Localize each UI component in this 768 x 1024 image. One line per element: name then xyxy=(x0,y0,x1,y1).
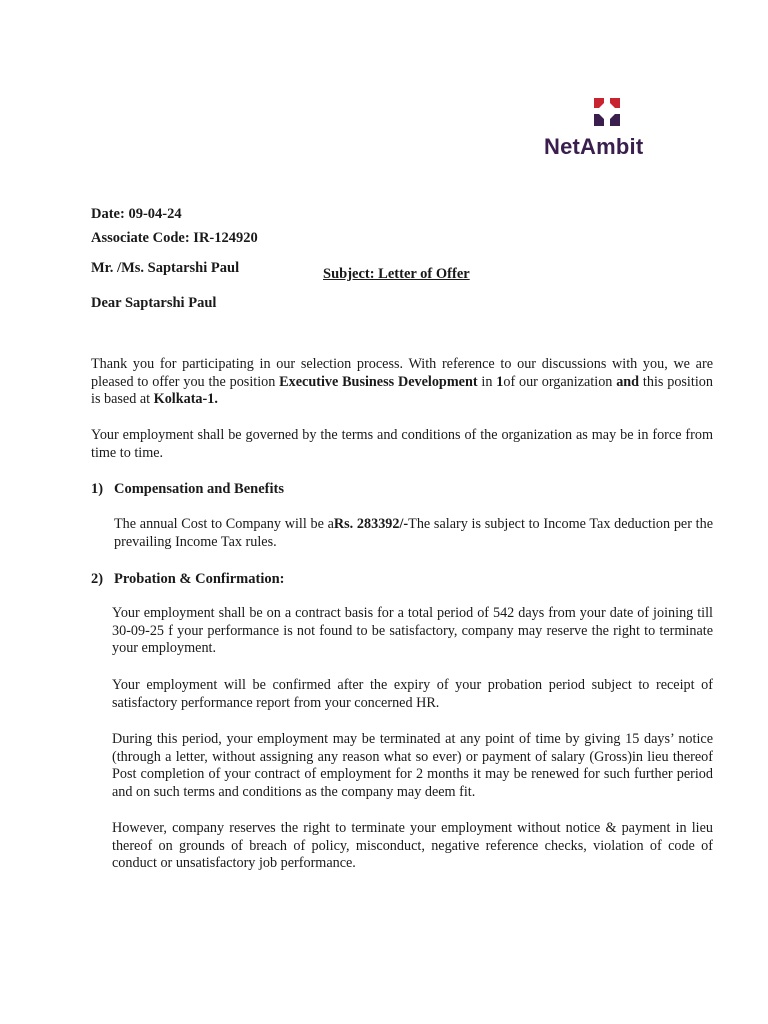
intro-and: and xyxy=(616,373,640,390)
work-location: Kolkata-1. xyxy=(153,391,218,407)
termination-rights-paragraph: However, company reserves the right to terminate your employment without notice & payment in lieu thereof on grounds of breach of policy, misconduct, negative reference checks, violation of code of conduct or unsatisfactory job performance. xyxy=(112,820,713,871)
confirmation-paragraph: Your employment will be confirmed after the expiry of your probation period subject to receipt of satisfactory performance report from your concerned HR. xyxy=(112,677,713,711)
section-2-number: 2) xyxy=(91,571,104,587)
section-1-title: Compensation and Benefits xyxy=(114,481,284,497)
section-2-title: Probation & Confirmation: xyxy=(114,571,285,587)
subject-line: Subject: Letter of Offer xyxy=(323,266,470,282)
intro-paragraph xyxy=(91,356,713,409)
termination-notice-paragraph: During this period, your employment may be terminated at any point of time by giving 15 days’ notice (through a letter, without assigning any reason what so ever) or payment of salary (Gross)in lieu thereof Post completion of your contract of employment for 2 months it may be renewed for such further period and on such terms and conditions as the company may deem fit. xyxy=(112,731,713,800)
addressee: Mr. /Ms. Saptarshi Paul xyxy=(91,260,240,276)
governed-paragraph: Your employment shall be governed by the terms and conditions of the organization as may be in force from time to time. xyxy=(91,427,713,461)
compensation-text-2: The salary is subject to Income Tax deduction per the prevailing Income Tax rules. xyxy=(114,516,713,550)
section-2-heading xyxy=(91,571,285,588)
associate-code-line xyxy=(91,230,258,247)
salutation: Dear Saptarshi Paul xyxy=(91,295,217,311)
logo-wordmark: NetAmbit xyxy=(544,134,644,159)
company-logo xyxy=(544,96,674,166)
date-value: 09-04-24 xyxy=(128,206,182,222)
section-1-number: 1) xyxy=(91,481,104,497)
intro-text-4: this position is based at xyxy=(91,373,713,407)
associate-code-label: Associate Code: xyxy=(91,230,190,246)
intro-text-3: of our organization xyxy=(503,373,617,390)
contract-paragraph: Your employment shall be on a contract basis for a total period of 542 days from your date of joining till 30-09-25 f your performance is not found to be satisfactory, company may reserve the right to terminate your employment. xyxy=(112,605,713,656)
ctc-amount: Rs. 283392/- xyxy=(333,516,409,532)
compensation-paragraph xyxy=(114,516,713,551)
date-label: Date: xyxy=(91,206,125,222)
associate-code-value: IR-124920 xyxy=(193,230,258,246)
date-line xyxy=(91,206,182,223)
position-title: Executive Business Development xyxy=(279,373,478,390)
compensation-text-1: The annual Cost to Company will be a xyxy=(114,516,334,532)
intro-text-2: in xyxy=(477,373,497,390)
position-count: 1 xyxy=(496,373,504,390)
netambit-logo-icon xyxy=(592,96,622,128)
section-1-heading xyxy=(91,481,284,498)
intro-text-1: Thank you for participating in our selection process. With reference to our discussions with you, we are pleased to offer you the position xyxy=(91,356,713,390)
